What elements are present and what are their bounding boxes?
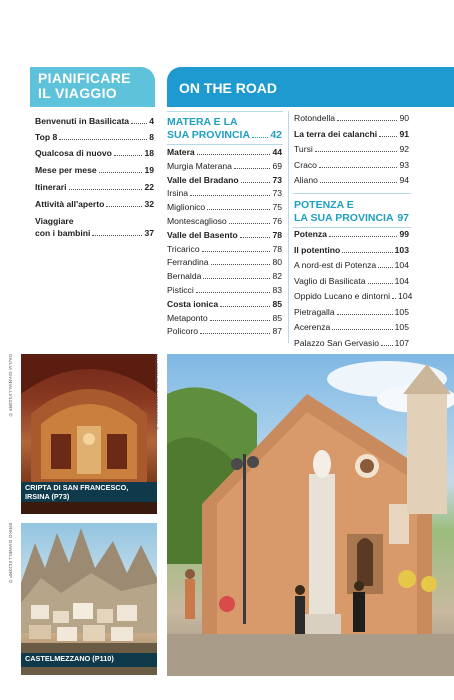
toc-item[interactable] [167,161,282,172]
toc-item[interactable] [294,291,413,302]
toc-item-page: 105 [394,306,409,317]
toc-item-page: 69 [272,160,282,171]
dot-leader [240,237,271,238]
toc-item-label: Irsina [167,188,189,199]
toc-item-page: 83 [272,285,282,295]
dot-leader [241,182,271,183]
toc-item-page: 94 [399,175,409,185]
road-section-title: ON THE ROAD [179,80,277,96]
road-section-header [167,67,454,107]
toc-item[interactable] [294,129,409,140]
toc-item-label: A nord-est di Potenza [294,260,377,270]
dot-leader [319,167,398,168]
toc-item-label: Montescaglioso [167,216,227,226]
toc-item-label: Metaponto [167,312,208,323]
dot-leader [332,329,392,330]
dot-leader [379,136,397,137]
toc-item-page: 104 [394,275,409,286]
toc-item-label: Bernalda [167,271,202,282]
toc-item[interactable] [294,160,409,171]
dot-leader [197,154,271,155]
castelmezzano-photo [21,523,157,675]
toc-item-page: 90 [399,113,409,123]
toc-item[interactable] [294,229,409,240]
dot-leader [337,314,393,315]
toc-item[interactable] [167,188,282,199]
toc-item[interactable] [167,285,282,296]
photo1-credit: GIULIA GIANIALLI/123RF © [8,354,13,417]
toc-item-label: Valle del Bradano [167,174,239,185]
toc-item[interactable] [167,313,282,324]
toc-item[interactable] [167,271,282,282]
toc-item[interactable] [167,230,282,241]
dot-leader [196,292,271,293]
cripta-caption: CRIPTA DI SAN FRANCESCO, IRSINA (P73) [21,482,157,502]
toc-item-label: La terra dei calanchi [294,128,378,139]
toc-item-line1[interactable]: Viaggiare [35,216,74,226]
toc-item-page: 76 [272,216,282,226]
toc-item-label: Tursi [294,144,313,154]
toc-item[interactable] [294,245,409,256]
dot-leader [200,333,270,334]
divider [167,111,283,112]
toc-item-label: Policoro [167,326,199,337]
castelmezzano-caption: CASTELMEZZANO (P110) [21,653,157,667]
toc-item[interactable]: Attività all'aperto 32 [35,199,154,209]
toc-item[interactable] [294,307,409,318]
toc-item[interactable] [294,260,409,271]
dot-leader [202,251,271,252]
dot-leader [220,306,270,307]
church-square-photo [167,354,454,676]
dot-leader [392,298,396,299]
column-divider [288,111,289,343]
toc-item-page: 73 [272,188,282,199]
dot-leader [378,267,392,268]
matera-heading[interactable]: MATERA E LA [167,116,238,128]
toc-item-label: Tricarico [167,243,200,254]
toc-item[interactable] [294,338,409,349]
dot-leader [381,345,393,346]
toc-item-label: Craco [294,159,317,170]
toc-item[interactable]: Itinerari 22 [35,182,154,192]
dot-leader [337,120,397,121]
toc-item[interactable]: Qualcosa di nuovo 18 [35,148,154,158]
toc-item[interactable] [294,144,409,155]
toc-item-page: 91 [399,128,409,139]
toc-item-label: Matera [167,147,195,157]
divider [167,144,283,145]
toc-item[interactable] [294,322,409,333]
cripta-photo [21,354,157,514]
toc-item-label: Ferrandina [167,257,209,268]
toc-item-page: 44 [272,147,282,157]
toc-item-page: 103 [394,244,409,255]
photo2-credit: ERIKO GIANELLI/123RF © [8,523,13,584]
toc-item-page: 92 [399,144,409,154]
potenza-heading[interactable]: POTENZA E [294,199,354,211]
toc-item-page: 105 [394,322,409,332]
potenza-heading-line2[interactable]: LA SUA PROVINCIA 97 [294,212,409,224]
toc-item-label: Il potentino [294,244,341,255]
toc-item[interactable] [167,244,282,255]
toc-item-label: Palazzo San Gervasio [294,337,380,348]
toc-item-label: Oppido Lucano e dintorni [294,291,391,301]
toc-item-label: Pietragalla [294,306,335,317]
toc-item-page: 85 [272,298,282,309]
toc-item-page: 82 [272,271,282,282]
church-square-illustration [167,354,454,676]
matera-heading-line2[interactable]: SUA PROVINCIA 42 [167,129,282,141]
toc-item-page: 73 [272,174,282,185]
toc-item-page: 104 [398,291,413,301]
toc-item-label: Costa ionica [167,298,219,309]
plan-section-header [30,67,155,107]
toc-item-label: Pisticci [167,285,194,295]
toc-item-page: 75 [272,202,282,213]
dot-leader [234,168,270,169]
dot-leader [342,252,392,253]
toc-item-label: Rotondella [294,113,336,123]
dot-leader [210,320,271,321]
toc-item-label: Aliano [294,175,318,185]
toc-item-page: 78 [272,229,282,240]
toc-item-label: Acerenza [294,322,331,332]
photo3-credit: VALERIOMEI/SHUTTERSTOCK © [154,354,159,431]
dot-leader [229,223,271,224]
plan-section-title: PIANIFICARE IL VIAGGIO [38,70,131,101]
dot-leader [320,182,398,183]
toc-item[interactable] [294,113,409,124]
dot-leader [211,264,271,265]
toc-item-page: 87 [272,326,282,337]
toc-item[interactable] [294,175,409,186]
toc-item-label: Potenza [294,229,327,239]
toc-item[interactable]: Mese per mese 19 [35,165,154,175]
toc-item[interactable]: con i bambini 37 [35,228,154,238]
toc-item[interactable] [167,202,282,213]
divider [293,227,411,228]
toc-item[interactable] [294,276,409,287]
toc-item[interactable]: Benvenuti in Basilicata 4 [35,116,154,126]
toc-item[interactable] [167,147,282,158]
toc-item[interactable] [167,257,282,268]
toc-item-label: Vaglio di Basilicata [294,275,366,286]
toc-item[interactable] [167,175,282,186]
toc-item-label: Murgia Materana [167,160,232,171]
toc-item-page: 78 [272,243,282,254]
toc-item-label: Valle del Basento [167,229,238,240]
toc-item[interactable] [167,299,282,310]
dot-leader [315,151,398,152]
dot-leader [203,278,270,279]
divider [293,193,411,194]
dot-leader [368,283,393,284]
toc-item-page: 107 [394,337,409,348]
dot-leader [329,236,397,237]
toc-item[interactable] [167,326,282,337]
dot-leader [190,195,270,196]
toc-item-label: Miglionico [167,202,206,213]
dot-leader [207,209,270,210]
toc-item-page: 85 [272,312,282,323]
toc-item-page: 99 [399,229,409,239]
toc-item[interactable]: Top 8 8 [35,132,154,142]
toc-item[interactable] [167,216,282,227]
toc-item-page: 104 [394,260,409,270]
toc-item-page: 93 [399,159,409,170]
toc-item-page: 80 [272,257,282,268]
